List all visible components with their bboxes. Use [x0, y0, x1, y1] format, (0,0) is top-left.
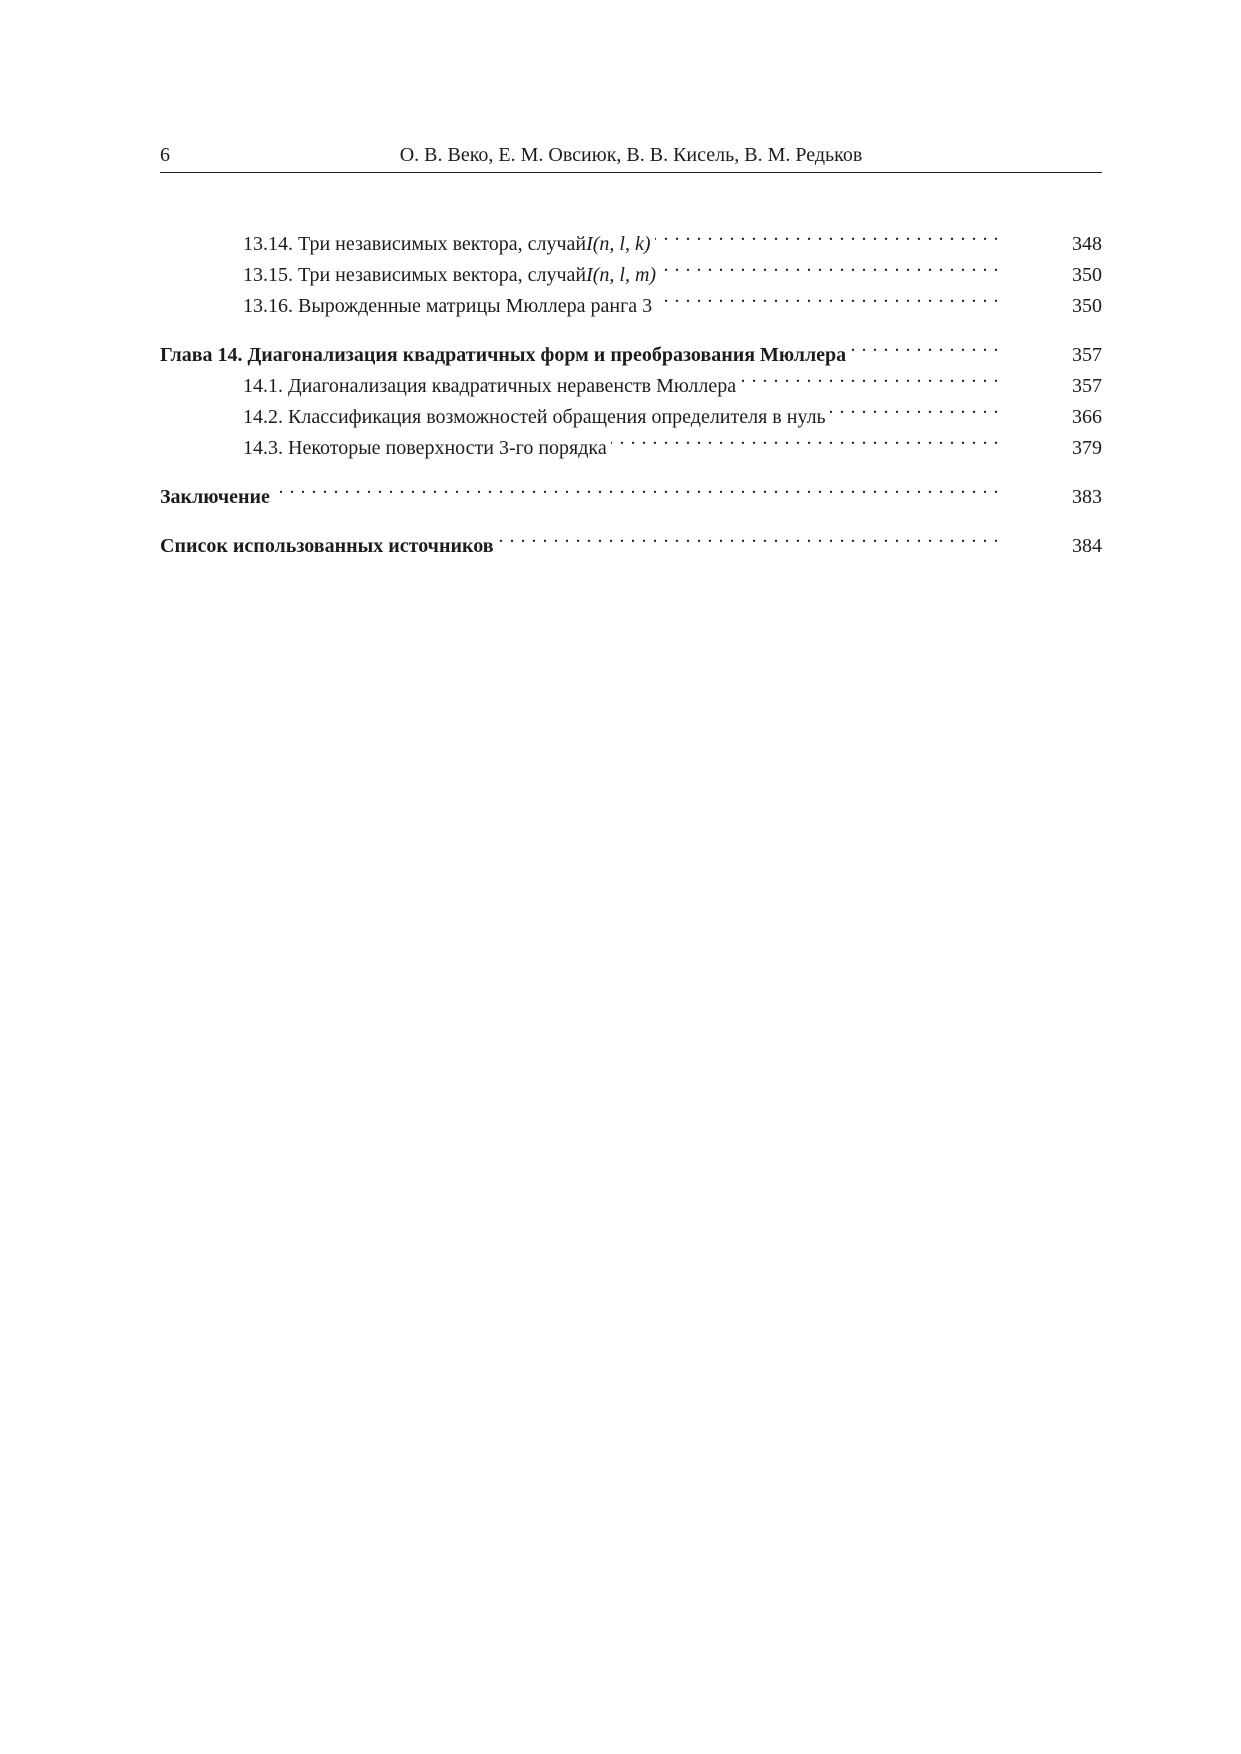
- toc-page-number: 350: [1072, 264, 1102, 286]
- italic-formula: I(n, l, k): [586, 233, 651, 255]
- toc-references: [160, 521, 1102, 557]
- authors-line: О. В. Веко, Е. М. Овсиюк, В. В. Кисель, В. М. Редьков: [399, 144, 863, 166]
- toc-page-number: 366: [1072, 406, 1102, 428]
- toc-conclusion: [160, 472, 1102, 508]
- dot-leader: [655, 219, 999, 250]
- toc-entry-title: 14.1. Диагонализация квадратичных неравенств Мюллера: [243, 375, 737, 397]
- toc-page-number: 384: [1072, 535, 1102, 557]
- dot-leader: [274, 472, 999, 503]
- toc-page-number: 348: [1072, 233, 1102, 255]
- toc-entry-title: 13.14. Три независимых вектора, случай I(n, l, k): [243, 229, 651, 260]
- toc-page-number: 350: [1072, 295, 1102, 317]
- toc-entry-title: 13.16. Вырожденные матрицы Мюллера ранга 3: [243, 295, 653, 317]
- toc-page-number: 357: [1072, 375, 1102, 397]
- toc-page-number: 357: [1072, 344, 1102, 366]
- page-number: 6: [160, 144, 170, 166]
- toc-entry-title: 14.3. Некоторые поверхности 3-го порядка: [243, 437, 607, 459]
- toc-entry-title: 13.15. Три независимых вектора, случай I(n, l, m): [243, 260, 656, 291]
- toc-chapter-title: Заключение: [160, 486, 270, 508]
- dot-leader: [850, 330, 999, 361]
- toc-entry-13-14: [160, 219, 1102, 255]
- table-of-contents: [160, 219, 1102, 557]
- dot-leader: [656, 281, 999, 312]
- toc-chapter-title: Список использованных источников: [160, 535, 494, 557]
- dot-leader: [660, 250, 999, 281]
- toc-page-number: 383: [1072, 486, 1102, 508]
- dot-leader: [740, 361, 999, 392]
- toc-entry-title: 14.2. Классификация возможностей обращения определителя в нуль: [243, 406, 826, 428]
- running-header: [160, 140, 1102, 173]
- dot-leader: [830, 392, 999, 423]
- dot-leader: [611, 423, 999, 454]
- toc-page-number: 379: [1072, 437, 1102, 459]
- dot-leader: [498, 521, 999, 552]
- toc-chapter-14: [160, 330, 1102, 366]
- toc-chapter-title: Глава 14. Диагонализация квадратичных форм и преобразования Мюллера: [160, 344, 847, 366]
- italic-formula: I(n, l, m): [586, 264, 657, 286]
